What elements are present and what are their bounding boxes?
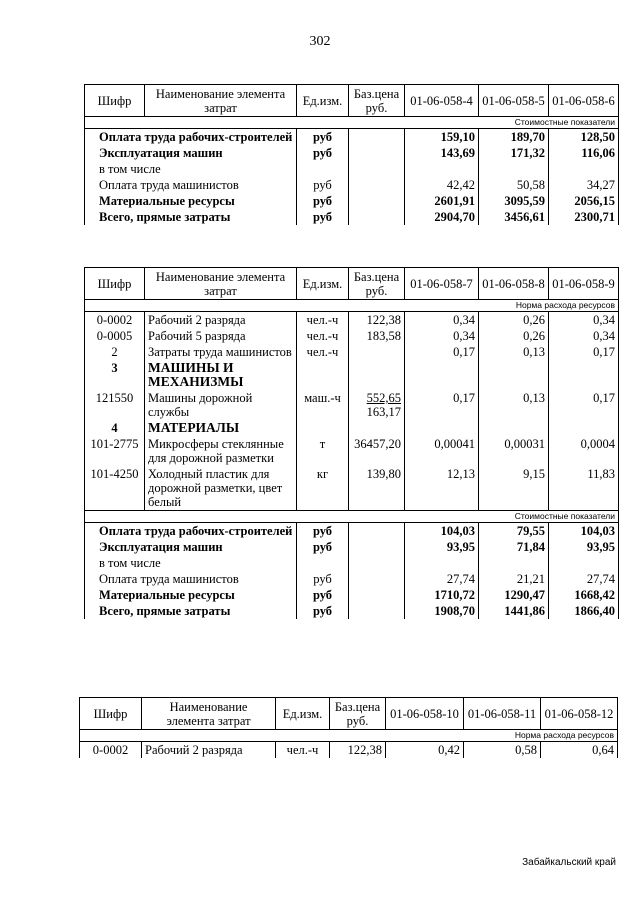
price-cell <box>349 571 405 587</box>
value-cell <box>405 360 479 390</box>
section-label: Стоимостные показатели <box>85 117 619 129</box>
header-col: 01-06-058-6 <box>549 85 619 117</box>
price-cell <box>349 209 405 225</box>
name-cell: Оплата труда рабочих-строителей <box>85 523 297 540</box>
value-cell: 0,0004 <box>549 436 619 466</box>
table-row <box>85 466 619 511</box>
code-cell: 101-4250 <box>85 466 145 511</box>
code-cell: 0-0005 <box>85 328 145 344</box>
value-cell: 0,26 <box>479 328 549 344</box>
name-cell: Эксплуатация машин <box>85 145 297 161</box>
header-col: 01-06-058-7 <box>405 268 479 300</box>
unit-cell: руб <box>297 539 349 555</box>
code-cell: 2 <box>85 344 145 360</box>
table-row <box>85 145 619 161</box>
name-cell: в том числе <box>85 161 297 177</box>
value-cell <box>479 161 549 177</box>
price-cell <box>349 523 405 540</box>
price-value: 552,65 <box>366 391 401 405</box>
value-cell: 3456,61 <box>479 209 549 225</box>
value-cell: 104,03 <box>405 523 479 540</box>
value-cell: 128,50 <box>549 129 619 146</box>
price-cell <box>349 539 405 555</box>
table-row <box>85 129 619 146</box>
unit-cell: чел.-ч <box>297 328 349 344</box>
table-row <box>85 344 619 360</box>
value-cell: 9,15 <box>479 466 549 511</box>
table-row <box>85 587 619 603</box>
table-row <box>80 742 618 759</box>
value-cell: 189,70 <box>479 129 549 146</box>
value-cell: 104,03 <box>549 523 619 540</box>
table-row <box>85 312 619 329</box>
value-cell: 1441,86 <box>479 603 549 619</box>
unit-cell: т <box>297 436 349 466</box>
price-cell <box>349 587 405 603</box>
price-cell: 122,38 <box>349 312 405 329</box>
value-cell: 93,95 <box>549 539 619 555</box>
value-cell: 1668,42 <box>549 587 619 603</box>
value-cell: 1908,70 <box>405 603 479 619</box>
value-cell <box>549 555 619 571</box>
value-cell: 0,17 <box>549 344 619 360</box>
value-cell: 2300,71 <box>549 209 619 225</box>
name-cell: МАШИНЫ И МЕХАНИЗМЫ <box>145 360 297 390</box>
unit-cell <box>297 161 349 177</box>
value-cell: 0,17 <box>405 344 479 360</box>
table-row <box>85 193 619 209</box>
name-cell: Машины дорожной службы <box>145 390 297 420</box>
value-cell: 2904,70 <box>405 209 479 225</box>
header-price: Баз.цена руб. <box>330 698 386 730</box>
value-cell: 0,34 <box>405 312 479 329</box>
name-cell: Рабочий 2 разряда <box>145 312 297 329</box>
value-cell: 0,64 <box>541 742 618 759</box>
unit-cell: руб <box>297 603 349 619</box>
value-cell: 171,32 <box>479 145 549 161</box>
code-cell: 121550 <box>85 390 145 420</box>
value-cell: 1866,40 <box>549 603 619 619</box>
unit-cell: руб <box>297 129 349 146</box>
value-cell: 0,13 <box>479 390 549 420</box>
price-cell <box>349 129 405 146</box>
price-cell <box>349 161 405 177</box>
table-row <box>85 161 619 177</box>
value-cell: 0,34 <box>549 312 619 329</box>
header-col: 01-06-058-9 <box>549 268 619 300</box>
price-cell <box>349 177 405 193</box>
region-footer: Забайкальский край <box>522 857 616 868</box>
unit-cell: маш.-ч <box>297 390 349 420</box>
name-cell: Холодный пластик для дорожной разметки, цвет белый <box>145 466 297 511</box>
price-cell <box>349 390 405 420</box>
section-label: Норма расхода ресурсов <box>80 730 618 742</box>
table-row <box>85 209 619 225</box>
table-row <box>85 555 619 571</box>
unit-cell: руб <box>297 209 349 225</box>
code-cell: 0-0002 <box>80 742 142 759</box>
price-cell <box>349 360 405 390</box>
name-cell: Эксплуатация машин <box>85 539 297 555</box>
name-cell: Микросферы стеклянные для дорожной разметки <box>145 436 297 466</box>
table-row <box>85 436 619 466</box>
page-number: 302 <box>309 34 331 49</box>
value-cell: 0,00031 <box>479 436 549 466</box>
value-cell <box>405 420 479 436</box>
unit-cell: чел.-ч <box>276 742 330 759</box>
header-col: 01-06-058-10 <box>386 698 464 730</box>
name-cell: Материальные ресурсы <box>85 587 297 603</box>
table-row <box>85 420 619 436</box>
name-cell: Оплата труда рабочих-строителей <box>85 129 297 146</box>
value-cell: 0,26 <box>479 312 549 329</box>
price-cell: 139,80 <box>349 466 405 511</box>
resource-table-3 <box>79 697 618 758</box>
unit-cell <box>297 360 349 390</box>
value-cell: 2056,15 <box>549 193 619 209</box>
unit-cell: кг <box>297 466 349 511</box>
name-cell: Всего, прямые затраты <box>85 603 297 619</box>
unit-cell: чел.-ч <box>297 344 349 360</box>
name-cell: Всего, прямые затраты <box>85 209 297 225</box>
value-cell: 0,34 <box>405 328 479 344</box>
header-col: 01-06-058-8 <box>479 268 549 300</box>
unit-cell: руб <box>297 193 349 209</box>
header-code: Шифр <box>85 85 145 117</box>
value-cell: 0,42 <box>386 742 464 759</box>
price-cell <box>349 145 405 161</box>
value-cell: 116,06 <box>549 145 619 161</box>
unit-cell: руб <box>297 177 349 193</box>
name-cell: Материальные ресурсы <box>85 193 297 209</box>
name-cell: МАТЕРИАЛЫ <box>145 420 297 436</box>
value-cell <box>479 420 549 436</box>
name-cell: Затраты труда машинистов <box>145 344 297 360</box>
value-cell: 3095,59 <box>479 193 549 209</box>
value-cell: 0,13 <box>479 344 549 360</box>
table-row <box>85 539 619 555</box>
unit-cell <box>297 555 349 571</box>
code-cell: 3 <box>85 360 145 390</box>
name-cell: в том числе <box>85 555 297 571</box>
name-cell: Рабочий 5 разряда <box>145 328 297 344</box>
header-col: 01-06-058-4 <box>405 85 479 117</box>
value-cell: 143,69 <box>405 145 479 161</box>
header-col: 01-06-058-11 <box>464 698 541 730</box>
unit-cell: руб <box>297 145 349 161</box>
price-cell: 36457,20 <box>349 436 405 466</box>
value-cell: 42,42 <box>405 177 479 193</box>
unit-cell: руб <box>297 571 349 587</box>
value-cell: 93,95 <box>405 539 479 555</box>
header-name: Наименование элемента затрат <box>142 698 276 730</box>
value-cell: 0,00041 <box>405 436 479 466</box>
value-cell <box>549 420 619 436</box>
header-col: 01-06-058-5 <box>479 85 549 117</box>
code-cell: 101-2775 <box>85 436 145 466</box>
value-cell: 0,34 <box>549 328 619 344</box>
price-cell <box>349 603 405 619</box>
header-name: Наименование элемента затрат <box>145 268 297 300</box>
value-cell: 27,74 <box>405 571 479 587</box>
value-cell: 21,21 <box>479 571 549 587</box>
value-cell: 2601,91 <box>405 193 479 209</box>
name-cell: Оплата труда машинистов <box>85 571 297 587</box>
value-cell <box>479 360 549 390</box>
price-cell: 183,58 <box>349 328 405 344</box>
table-row <box>85 177 619 193</box>
value-cell <box>405 555 479 571</box>
header-price: Баз.цена руб. <box>349 268 405 300</box>
price-cell <box>349 555 405 571</box>
cost-table-1 <box>84 84 619 225</box>
unit-cell <box>297 420 349 436</box>
price-cell <box>349 344 405 360</box>
table-row <box>85 360 619 390</box>
unit-cell: руб <box>297 523 349 540</box>
unit-cell: чел.-ч <box>297 312 349 329</box>
table-row <box>85 523 619 540</box>
header-name: Наименование элемента затрат <box>145 85 297 117</box>
value-cell: 11,83 <box>549 466 619 511</box>
price-cell: 122,38 <box>330 742 386 759</box>
value-cell: 0,17 <box>405 390 479 420</box>
value-cell <box>405 161 479 177</box>
section-label: Стоимостные показатели <box>85 511 619 523</box>
table-row <box>85 603 619 619</box>
resource-table-2 <box>84 267 619 619</box>
value-cell: 71,84 <box>479 539 549 555</box>
name-cell: Оплата труда машинистов <box>85 177 297 193</box>
value-cell: 1290,47 <box>479 587 549 603</box>
header-unit: Ед.изм. <box>276 698 330 730</box>
header-price: Баз.цена руб. <box>349 85 405 117</box>
header-unit: Ед.изм. <box>297 268 349 300</box>
value-cell: 27,74 <box>549 571 619 587</box>
value-cell: 0,58 <box>464 742 541 759</box>
value-cell: 0,17 <box>549 390 619 420</box>
header-code: Шифр <box>80 698 142 730</box>
price-cell <box>349 193 405 209</box>
table-row <box>85 390 619 420</box>
value-cell: 79,55 <box>479 523 549 540</box>
code-cell: 0-0002 <box>85 312 145 329</box>
name-cell: Рабочий 2 разряда <box>142 742 276 759</box>
value-cell <box>549 360 619 390</box>
price-cell <box>349 420 405 436</box>
code-cell: 4 <box>85 420 145 436</box>
value-cell: 12,13 <box>405 466 479 511</box>
header-col: 01-06-058-12 <box>541 698 618 730</box>
table-row <box>85 571 619 587</box>
value-cell: 159,10 <box>405 129 479 146</box>
value-cell: 34,27 <box>549 177 619 193</box>
value-cell: 1710,72 <box>405 587 479 603</box>
unit-cell: руб <box>297 587 349 603</box>
section-label: Норма расхода ресурсов <box>85 300 619 312</box>
value-cell <box>549 161 619 177</box>
value-cell: 50,58 <box>479 177 549 193</box>
value-cell <box>479 555 549 571</box>
price-value-secondary: 163,17 <box>366 405 401 419</box>
header-unit: Ед.изм. <box>297 85 349 117</box>
table-row <box>85 328 619 344</box>
header-code: Шифр <box>85 268 145 300</box>
